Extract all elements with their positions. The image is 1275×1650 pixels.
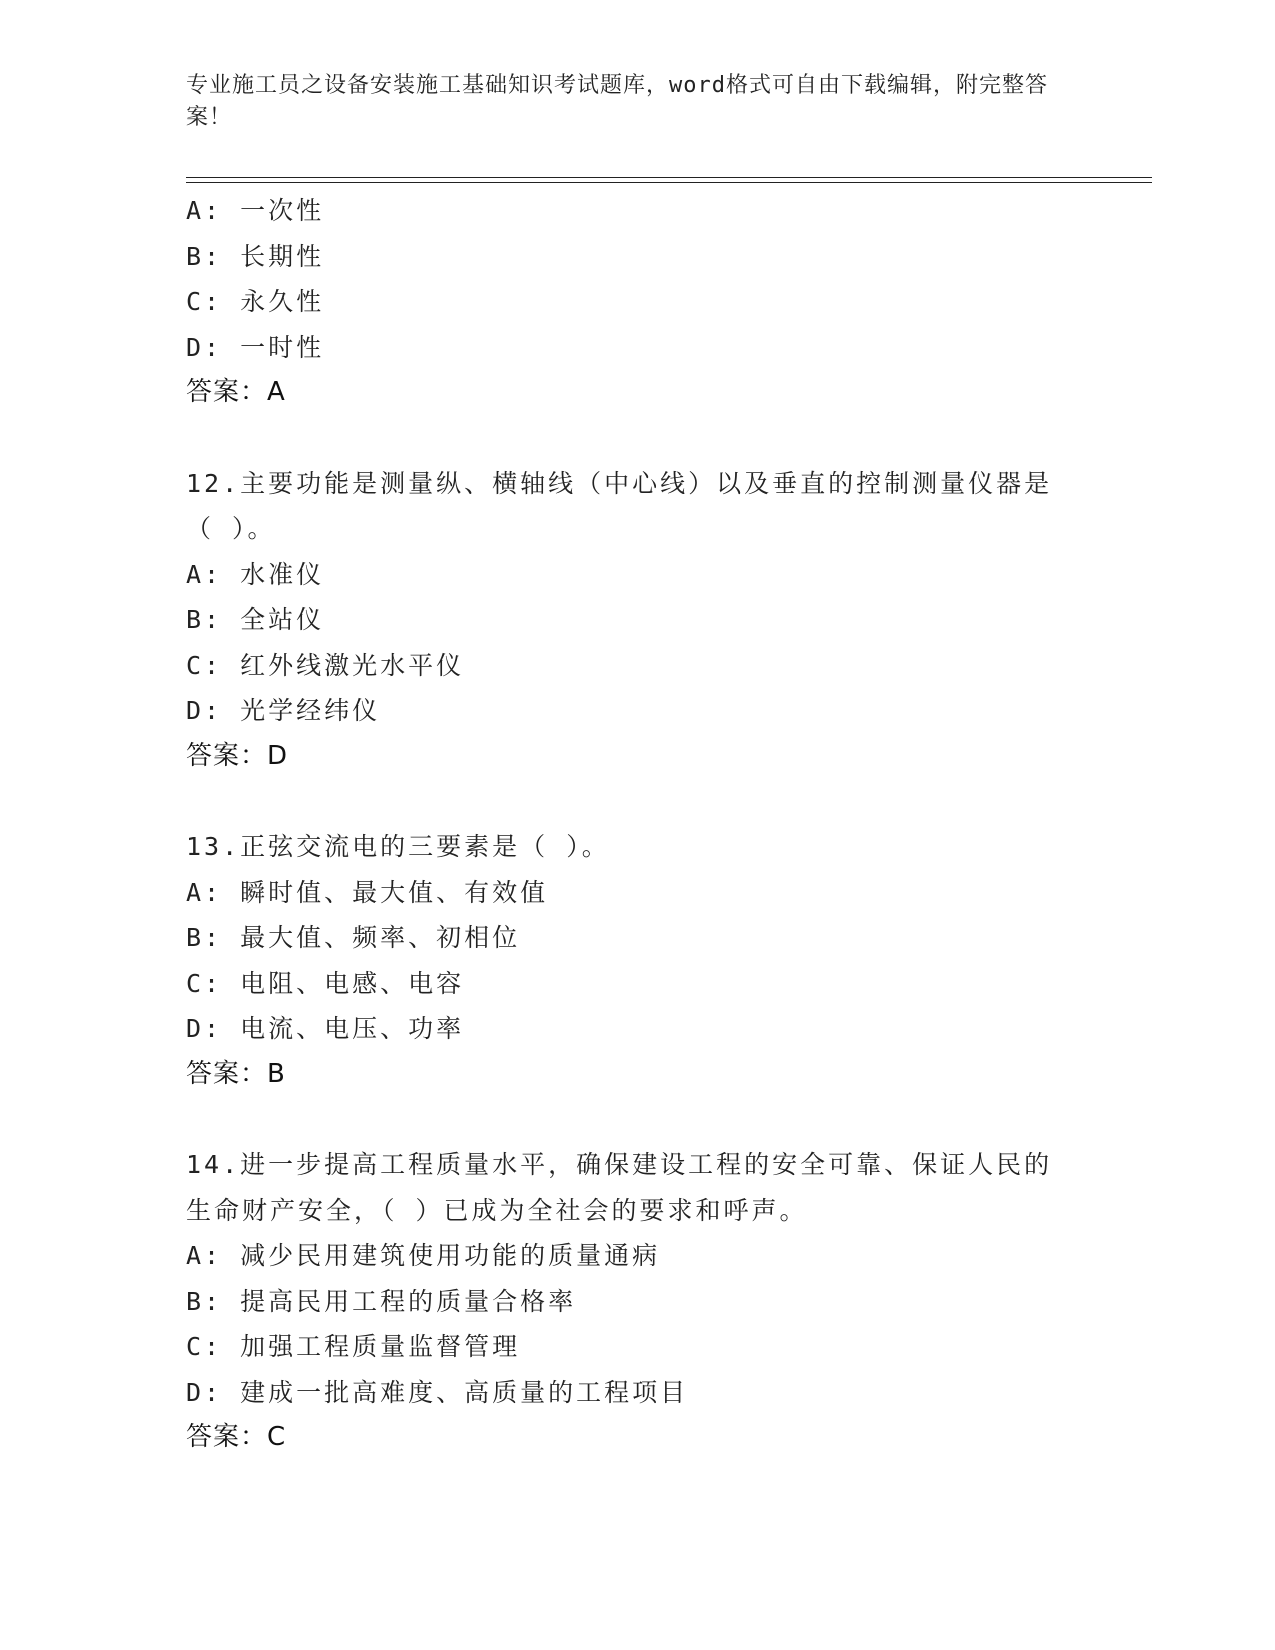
answer-line: 答案：C bbox=[186, 1422, 287, 1452]
header-rule-top bbox=[186, 177, 1152, 178]
question-block-13 bbox=[186, 824, 1086, 1097]
option-b: B: 全站仪 bbox=[186, 605, 325, 634]
option-c: C: 永久性 bbox=[186, 287, 325, 316]
question-block-14 bbox=[186, 1142, 1086, 1461]
answer-line: 答案：A bbox=[186, 377, 286, 407]
question-block-12 bbox=[186, 461, 1086, 780]
question-block-11 bbox=[186, 188, 1086, 416]
option-d: D: 光学经纬仪 bbox=[186, 696, 381, 725]
option-a: A: 瞬时值、最大值、有效值 bbox=[186, 877, 549, 907]
question-stem-continued: （ ）。 bbox=[186, 514, 276, 543]
document-header: 专业施工员之设备安装施工基础知识考试题库，word格式可自由下载编辑，附完整答案！ bbox=[186, 73, 1048, 130]
question-stem: 14.进一步提高工程质量水平，确保建设工程的安全可靠、保证人民的 bbox=[186, 1150, 1053, 1179]
question-stem-continued: 生命财产安全，（ ）已成为全社会的要求和呼声。 bbox=[186, 1195, 808, 1225]
header-rule-bottom bbox=[186, 182, 1152, 183]
option-a: A: 一次性 bbox=[186, 196, 325, 225]
option-d: D: 建成一批高难度、高质量的工程项目 bbox=[186, 1377, 689, 1407]
question-list bbox=[186, 188, 1086, 1461]
answer-line: 答案：B bbox=[186, 1058, 286, 1089]
option-a: A: 减少民用建筑使用功能的质量通病 bbox=[186, 1241, 661, 1270]
option-a: A: 水准仪 bbox=[186, 559, 325, 589]
option-b: B: 长期性 bbox=[186, 241, 325, 271]
option-b: B: 最大值、频率、初相位 bbox=[186, 923, 521, 952]
question-stem: 13.正弦交流电的三要素是（ ）。 bbox=[186, 832, 610, 861]
option-c: C: 加强工程质量监督管理 bbox=[186, 1332, 521, 1361]
option-c: C: 红外线激光水平仪 bbox=[186, 650, 465, 680]
answer-line: 答案：D bbox=[186, 740, 289, 771]
option-c: C: 电阻、电感、电容 bbox=[186, 968, 465, 998]
question-stem: 12.主要功能是测量纵、横轴线（中心线）以及垂直的控制测量仪器是 bbox=[186, 468, 1053, 498]
option-d: D: 电流、电压、功率 bbox=[186, 1014, 465, 1043]
option-b: B: 提高民用工程的质量合格率 bbox=[186, 1286, 577, 1316]
option-d: D: 一时性 bbox=[186, 332, 325, 362]
